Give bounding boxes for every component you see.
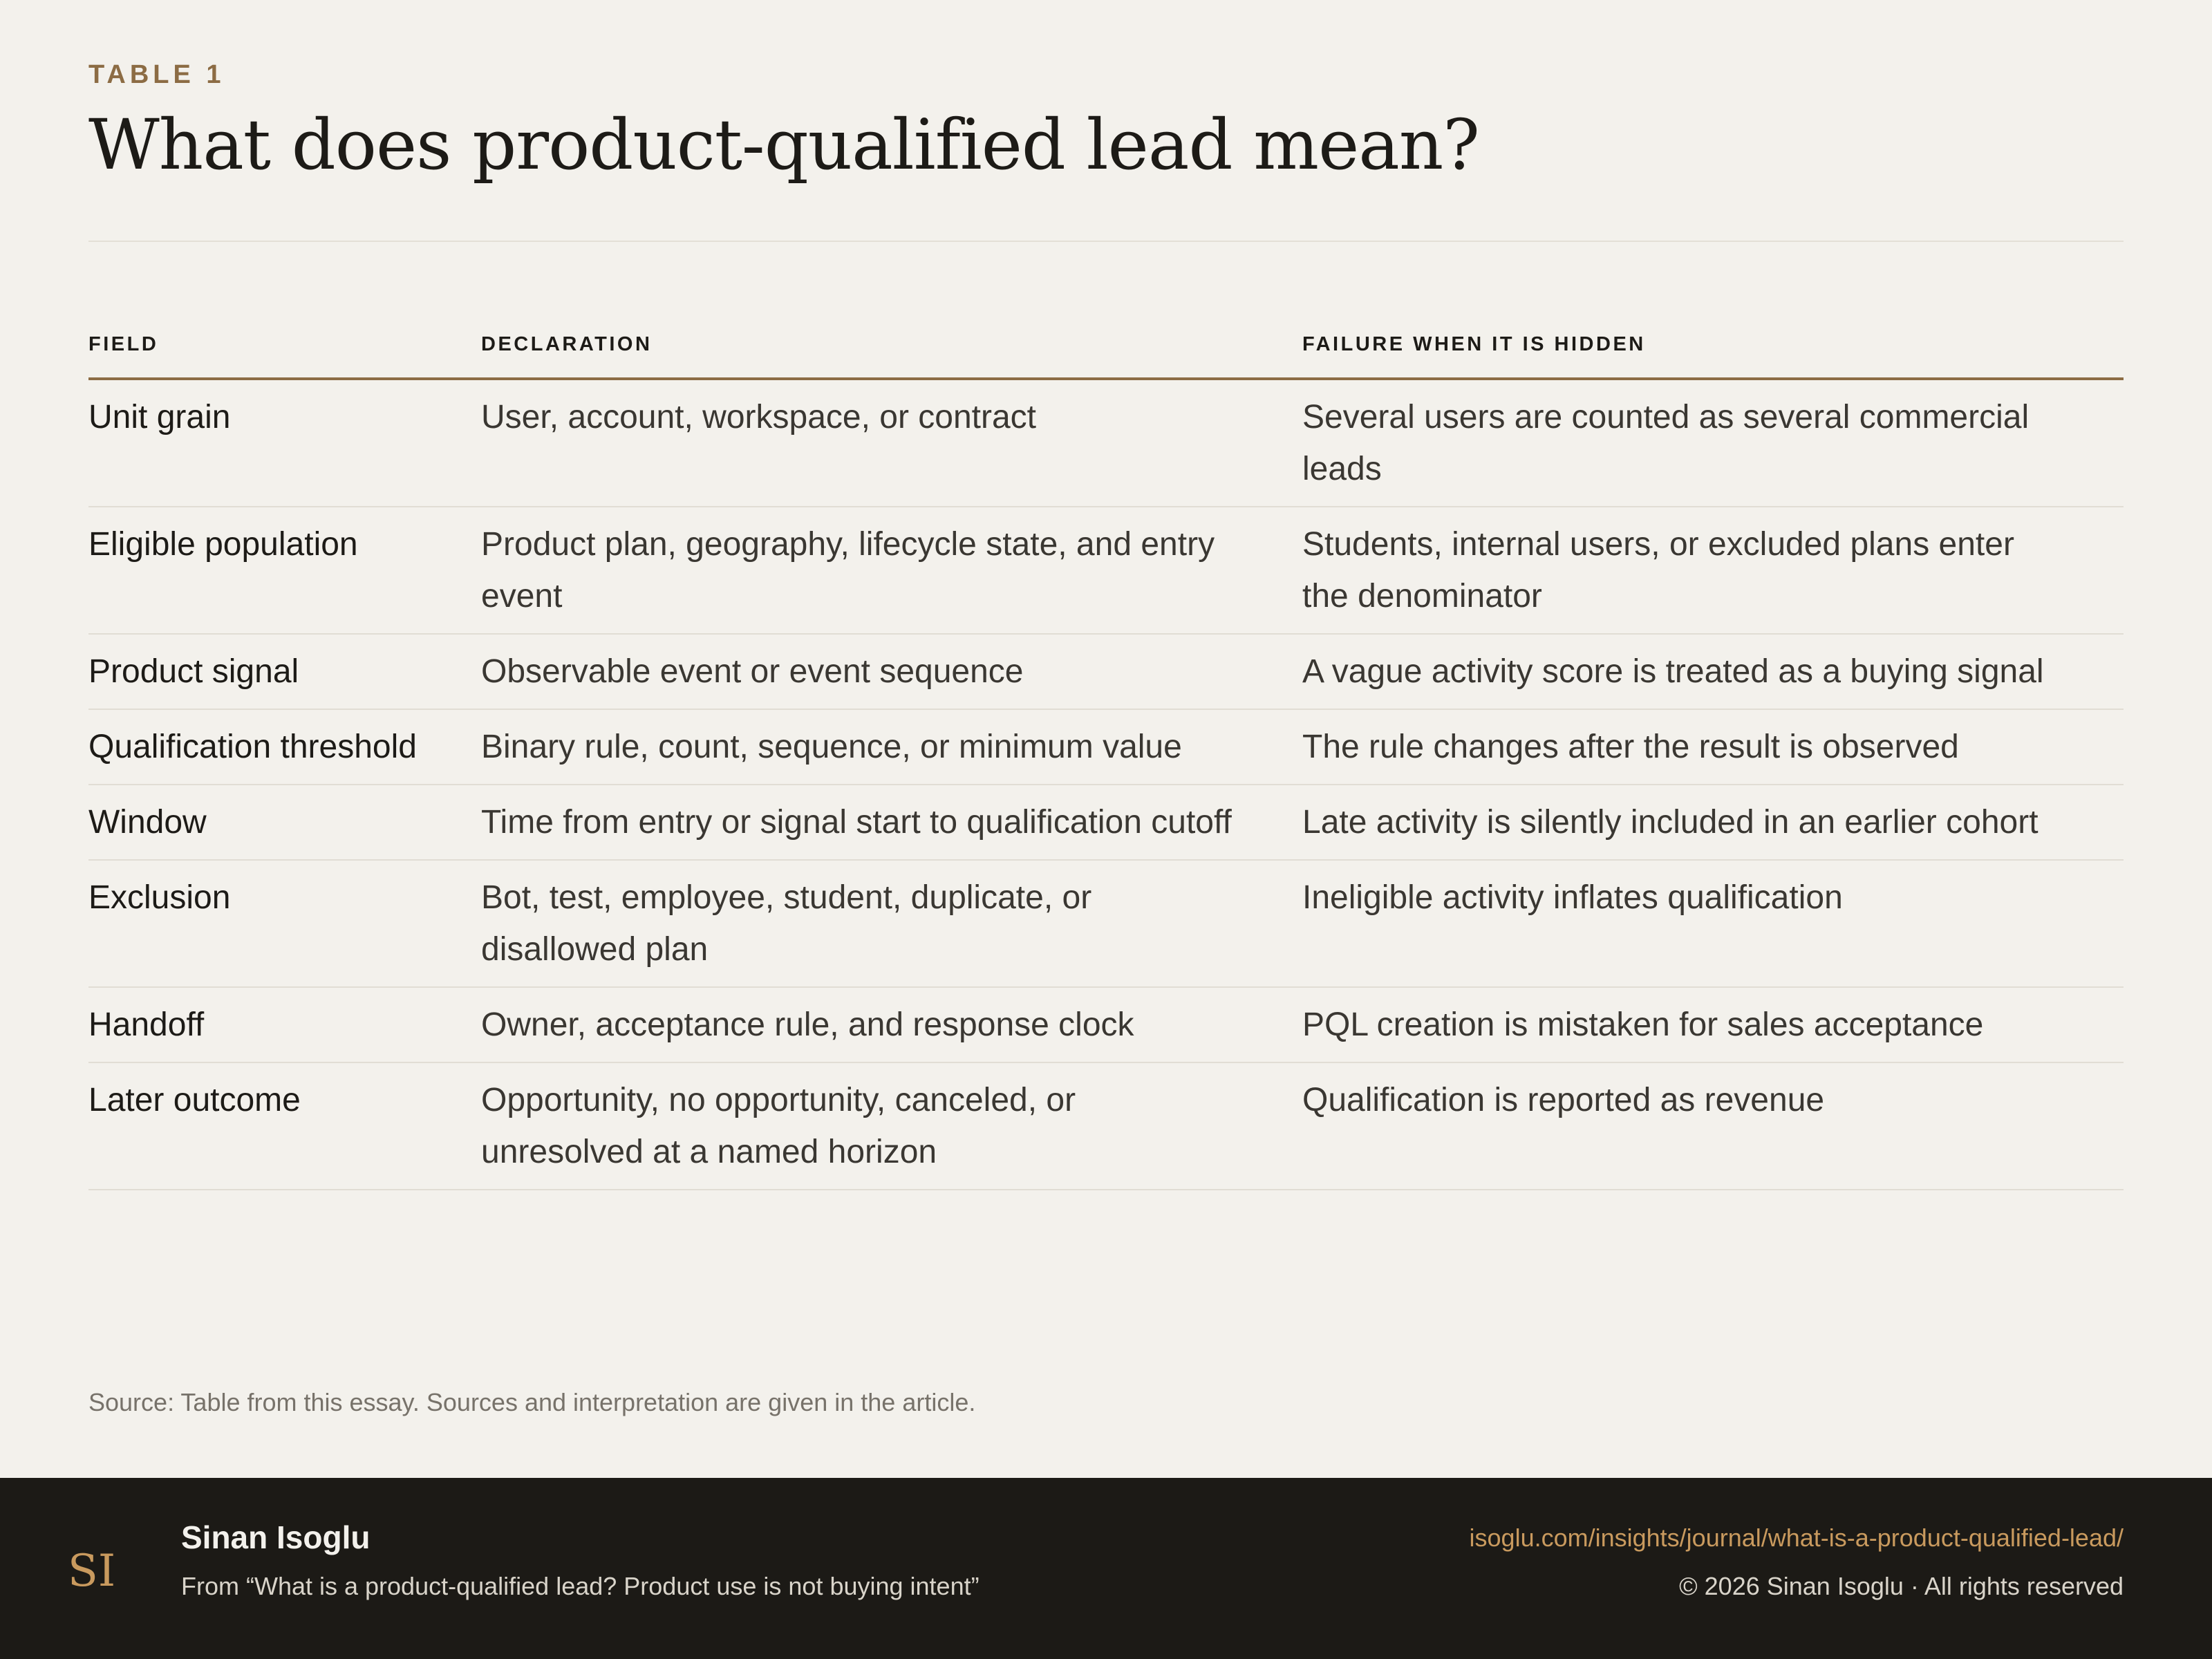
- definition-table: [88, 332, 2124, 1190]
- source-note: Source: Table from this essay. Sources and interpretation are given in the article.: [88, 1388, 976, 1416]
- field-cell: Window: [88, 785, 481, 860]
- failure-cell: Several users are counted as several commercial leads: [1302, 379, 2124, 507]
- column-header-field: FIELD: [88, 332, 481, 379]
- declaration-cell: Owner, acceptance rule, and response clock: [481, 987, 1302, 1062]
- failure-cell: Students, internal users, or excluded plans enter the denominator: [1302, 507, 2124, 634]
- failure-cell: A vague activity score is treated as a buying signal: [1302, 634, 2124, 709]
- declaration-cell: Product plan, geography, lifecycle state, and entry event: [481, 507, 1302, 634]
- table-row: [88, 634, 2124, 709]
- field-cell: Product signal: [88, 634, 481, 709]
- table-row: [88, 785, 2124, 860]
- table-label: TABLE 1: [88, 60, 225, 89]
- field-cell: Qualification threshold: [88, 709, 481, 785]
- table-row: [88, 379, 2124, 507]
- failure-cell: PQL creation is mistaken for sales acceptance: [1302, 987, 2124, 1062]
- table-row: [88, 987, 2124, 1062]
- declaration-cell: Binary rule, count, sequence, or minimum value: [481, 709, 1302, 785]
- table-row: [88, 507, 2124, 634]
- page-title: What does product-qualified lead mean?: [88, 104, 1479, 185]
- column-header-declaration: DECLARATION: [481, 332, 1302, 379]
- failure-cell: Qualification is reported as revenue: [1302, 1062, 2124, 1190]
- article-link[interactable]: isoglu.com/insights/journal/what-is-a-product-qualified-lead/: [1469, 1524, 2124, 1552]
- declaration-cell: User, account, workspace, or contract: [481, 379, 1302, 507]
- column-header-failure: FAILURE WHEN IT IS HIDDEN: [1302, 332, 2124, 379]
- failure-cell: The rule changes after the result is observed: [1302, 709, 2124, 785]
- table-header-row: [88, 332, 2124, 379]
- field-cell: Eligible population: [88, 507, 481, 634]
- failure-cell: Ineligible activity inflates qualification: [1302, 860, 2124, 987]
- article-reference: From “What is a product-qualified lead? Product use is not buying intent”: [181, 1572, 980, 1600]
- declaration-cell: Bot, test, employee, student, duplicate, or disallowed plan: [481, 860, 1302, 987]
- monogram-logo-icon: [64, 1540, 119, 1602]
- copyright-notice: © 2026 Sinan Isoglu · All rights reserved: [1679, 1572, 2124, 1600]
- title-divider: [88, 241, 2124, 242]
- table-row: [88, 860, 2124, 987]
- table-row: [88, 709, 2124, 785]
- declaration-cell: Time from entry or signal start to qualification cutoff: [481, 785, 1302, 860]
- author-name: Sinan Isoglu: [181, 1519, 371, 1555]
- svg-text:SI: SI: [68, 1546, 116, 1597]
- failure-cell: Late activity is silently included in an earlier cohort: [1302, 785, 2124, 860]
- declaration-cell: Observable event or event sequence: [481, 634, 1302, 709]
- declaration-cell: Opportunity, no opportunity, canceled, or unresolved at a named horizon: [481, 1062, 1302, 1190]
- field-cell: Exclusion: [88, 860, 481, 987]
- footer: [0, 1478, 2212, 1659]
- field-cell: Handoff: [88, 987, 481, 1062]
- field-cell: Unit grain: [88, 379, 481, 507]
- table-row: [88, 1062, 2124, 1190]
- field-cell: Later outcome: [88, 1062, 481, 1190]
